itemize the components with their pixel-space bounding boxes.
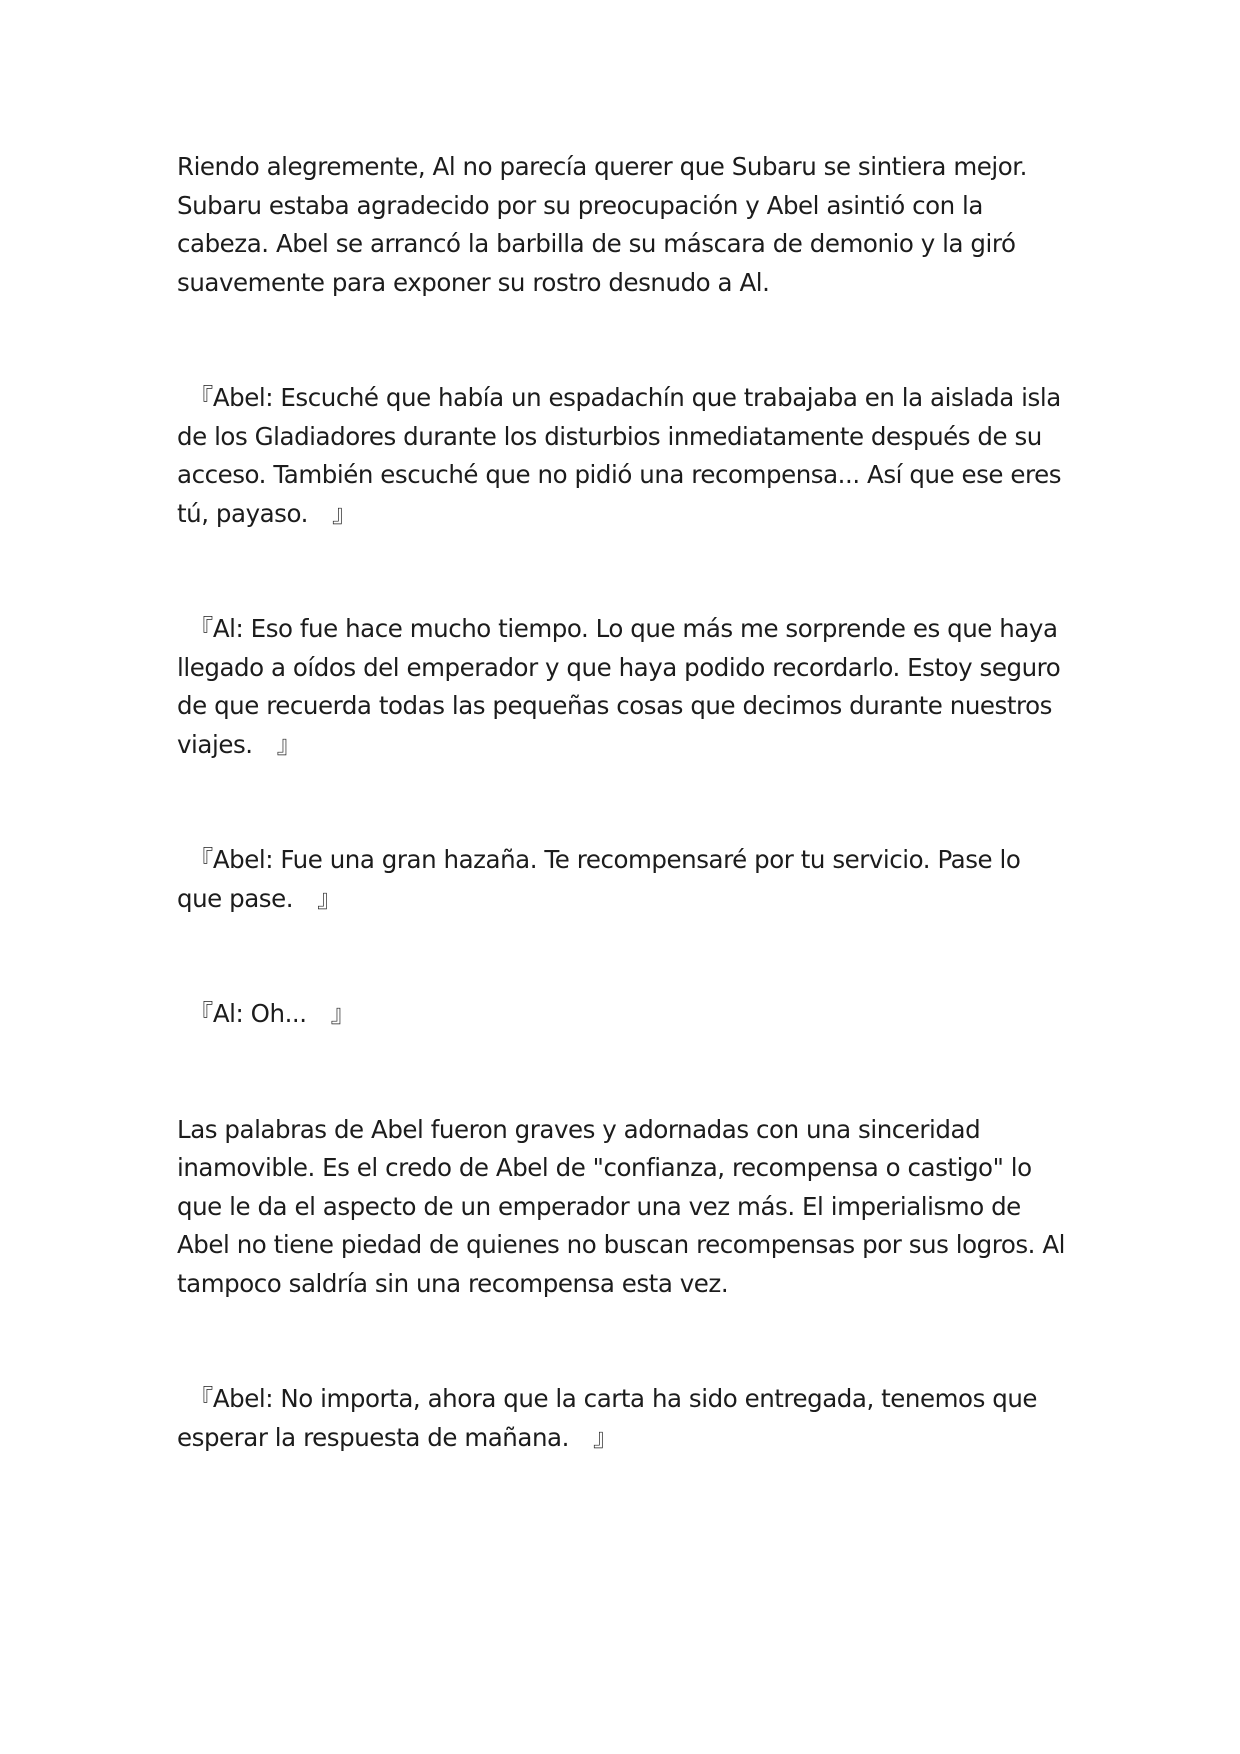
narration-paragraph-1: Riendo alegremente, Al no parecía querer que Subaru se sintiera mejor. Subaru estaba agradecido por su preocupación y Abel asintió con la cabeza. Abel se arrancó la barbilla de su máscara de demonio y la giró suavemente para exponer su rostro desnudo a Al. <box>177 152 1035 297</box>
dialogue-al-1: 『Al: Eso fue hace mucho tiempo. Lo que más me sorprende es que haya llegado a oídos del emperador y que haya podido recordarlo. Estoy seguro de que recuerda todas las pequeñas cosas que decimos durante nuestros viajes. 』 <box>177 614 1068 759</box>
dialogue-abel-3: 『Abel: No importa, ahora que la carta ha sido entregada, tenemos que esperar la respuesta de mañana. 』 <box>177 1384 1045 1452</box>
dialogue-al-2: 『Al: Oh... 』 <box>177 999 355 1028</box>
narration-paragraph-2: Las palabras de Abel fueron graves y adornadas con una sinceridad inamovible. Es el credo de Abel de "confianza, recompensa o castigo" lo que le da el aspecto de un emperador una vez más. El imperialismo de Abel no tiene piedad de quienes no buscan recompensas por sus logros. Al tampoco saldría sin una recompensa esta vez. <box>177 1114 1073 1298</box>
text-column <box>177 148 1072 1534</box>
dialogue-abel-1: 『Abel: Escuché que había un espadachín que trabajaba en la aislada isla de los Gladiadores durante los disturbios inmediatamente después de su acceso. También escuché que no pidió una recompensa... Así que ese eres tú, payaso. 』 <box>177 383 1069 528</box>
dialogue-abel-2: 『Abel: Fue una gran hazaña. Te recompensaré por tu servicio. Pase lo que pase. 』 <box>177 845 1028 913</box>
